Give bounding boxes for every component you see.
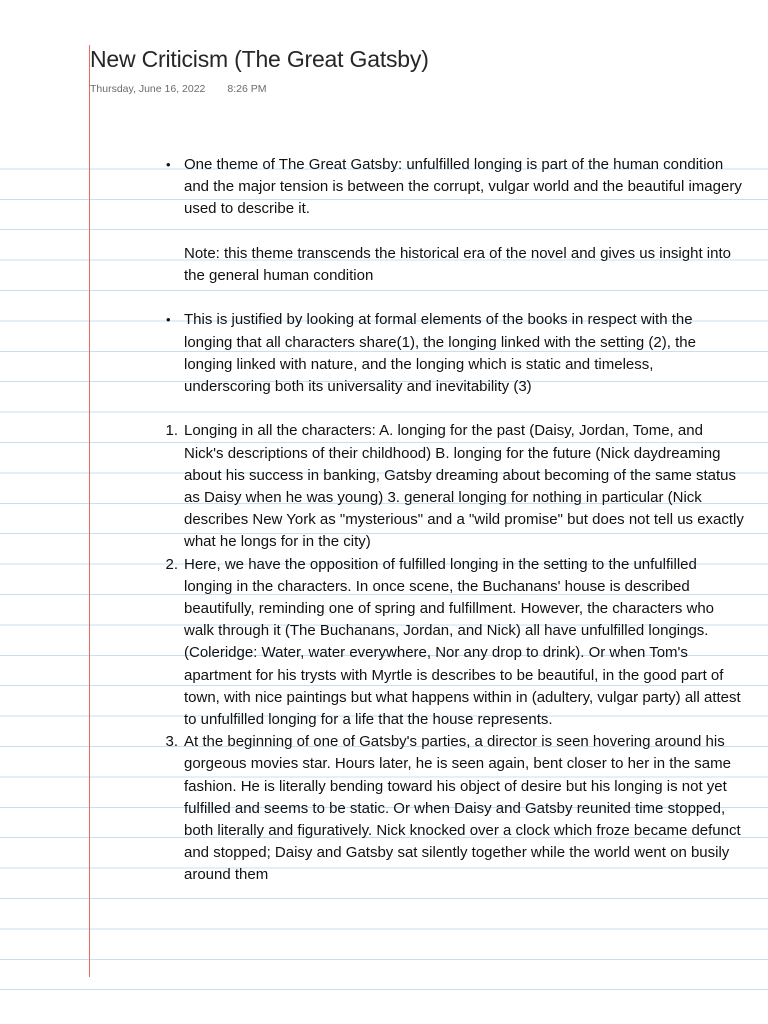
page-timestamp — [90, 83, 267, 95]
bullet-item[interactable] — [150, 309, 744, 398]
numbered-item[interactable] — [150, 731, 744, 886]
numbered-item[interactable] — [150, 554, 744, 732]
bullet-text[interactable]: One theme of The Great Gatsby: unfulfilled longing is part of the human condition and the major tension is between the corrupt, vulgar world and the beautiful imagery used to describe it. — [184, 156, 742, 218]
bullet-marker: • — [166, 157, 171, 172]
blank-line — [150, 287, 744, 309]
blank-line — [150, 398, 744, 420]
list-number: 2. — [165, 555, 178, 573]
numbered-item[interactable] — [150, 420, 744, 553]
list-number: 3. — [165, 733, 178, 751]
numbered-text[interactable]: Here, we have the opposition of fulfilled longing in the setting to the unfulfilled longing in the characters. In once scene, the Buchanans' house is described beautifully, reminding one of spring and fulfillment. However, the characters who walk through it (The Buchanans, Jordan, and Nick) all have unfulfilled longings. (Coleridge: Water, water everywhere, Nor any drop to drink). Or when Tom's apartment for his trysts with Myrtle is describes to be beautiful, in the good part of town, with nice paintings but what happens within in (adultery, vulgar party) all attest to unfulfilled longing for a life that the house represents. — [184, 555, 741, 729]
numbered-text[interactable]: At the beginning of one of Gatsby's parties, a director is seen hovering around his gorgeous movies star. Hours later, he is seen again, bent closer to her in the same fashion. He is literally bending toward his object of desire but his longing is not yet fulfilled and seems to be static. Or when Daisy and Gatsby reunited time stopped, both literally and figuratively. Nick knocked over a clock which froze became defunct and stopped; Daisy and Gatsby sat silently together while the world went on busily around them — [184, 733, 741, 884]
list-number: 1. — [165, 422, 178, 440]
bullet-item[interactable] — [150, 154, 744, 287]
bullet-note[interactable]: Note: this theme transcends the historical era of the novel and gives us insight into the general human condition — [184, 244, 731, 284]
bullet-marker: • — [166, 312, 171, 328]
page-date: Thursday, June 16, 2022 — [90, 83, 206, 95]
blank-line — [184, 221, 744, 243]
bullet-text[interactable]: This is justified by looking at formal elements of the books in respect with the longing that all characters share(1), the longing linked with the setting (2), the longing linked with nature, and the longing which is static and timeless, underscoring both its universality and inevitability (3) — [184, 311, 696, 395]
note-body[interactable] — [150, 154, 744, 887]
page-margin-line — [89, 45, 90, 977]
numbered-text[interactable]: Longing in all the characters: A. longing for the past (Daisy, Jordan, Tome, and Nick's descriptions of their childhood) B. longing for the future (Nick daydreaming about his success in banking, Gatsby dreaming about becoming of the same status as Daisy when he was young) 3. general longing for nothing in particular (Nick describes New York as "mysterious" and a "wild promise" but does not tell us exactly what he longs for in the city) — [184, 422, 744, 551]
page-time: 8:26 PM — [227, 83, 267, 95]
page-title[interactable]: New Criticism (The Great Gatsby) — [90, 46, 429, 72]
